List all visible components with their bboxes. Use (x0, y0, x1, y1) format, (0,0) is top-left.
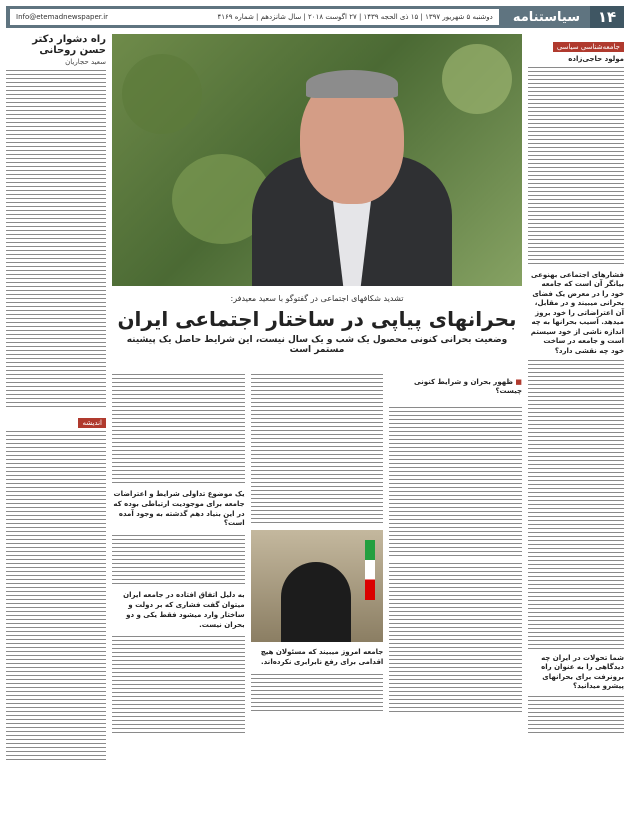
article-text-block (112, 636, 245, 736)
callout-quote: به دلیل اتفاق افتاده در جامعه ایران میتوان گفت فشاری که بر دولت و ساختار وارد میشود فقط یکی و دو بحران نیست. (123, 591, 245, 629)
right-column-tag: جامعه‌شناسی سیاسی (553, 42, 624, 52)
left-column (6, 34, 106, 812)
left-column-author: سعید حجاریان (65, 58, 106, 66)
contact-email[interactable]: Info@etemadnewspaper.ir (16, 13, 109, 21)
article-text-block (528, 360, 624, 650)
section-title: سیاستنامه (512, 9, 580, 25)
page-number: ۱۴ (590, 6, 624, 28)
article-column (251, 374, 384, 812)
flag-icon (365, 540, 375, 600)
article-text-block (6, 70, 106, 410)
left-column-title: راه دشوار دکتر حسن روحانی (32, 34, 106, 56)
issue-date: دوشنبه ۵ شهریور ۱۳۹۷ | ۱۵ ذی الحجه ۱۴۳۹ | ۲۷ اگوست ۲۰۱۸ | سال شانزدهم | شماره ۴۱۶۹ (217, 13, 493, 21)
article-text-block (112, 374, 245, 484)
intro-question: ■ ظهور بحران و شرایط کنونی چیست؟ (414, 378, 522, 396)
article-column (389, 374, 522, 812)
article-kicker: تشدید شکافهای اجتماعی در گفتوگو با سعید معیدفر: (230, 294, 404, 303)
right-column (528, 34, 624, 812)
portrait-hair (306, 70, 398, 98)
right-column-author: مولود حاجی‌زاده (568, 55, 624, 63)
article-text-block (528, 696, 624, 736)
main-article (112, 34, 522, 812)
inline-photo-meeting (251, 530, 384, 642)
article-text-block (389, 563, 522, 713)
article-text-block (251, 674, 384, 714)
article-headline: بحرانهای پیاپی در ساختار اجتماعی ایران (117, 307, 517, 331)
header-info-strip (10, 9, 499, 25)
page-header (6, 6, 624, 28)
article-column (112, 374, 245, 812)
article-body (112, 374, 522, 812)
left-column-tag: اندیشه (78, 418, 106, 428)
article-text-block (112, 535, 245, 585)
question-two: شما تحولات در ایران چه دیدگاهی را به عنوان راه برونرفت برای بحرانهای پیشرو میدانید؟ (541, 653, 624, 691)
article-subhead: وضعیت بحرانی کنونی محصول یک شب و یک سال نیست، این شرایط حاصل یک پیشینه مستمر است (126, 335, 508, 355)
callout-quote: جامعه امروز میبیند که مسئولان هیچ اقدامی برای رفع نابرابری نکرده‌اند. (260, 648, 384, 666)
callout-quote: یک موضوع تداولی شرایط و اعتراضات جامعه برای موجودیت ارتباطی بوده که در این بنیاد دهم گذشته به وجود آمده است؟ (113, 490, 245, 528)
hero-photo (112, 34, 522, 286)
person-figure (281, 562, 351, 642)
article-text-block (6, 431, 106, 761)
article-text-block (389, 407, 522, 557)
question-one: فشارهای اجتماعی بهنوعی بیانگر آن است که جامعه خود را در معرض یک فضای بحرانی میبیند و در مقابل، آن اعتراضاتی را خود بروز میدهد. آسیب بحرانها به چه اندازه ناشی از خود سیستم است و جامعه در ساخت خود چه نقشی دارد؟ (530, 271, 624, 355)
article-text-block (528, 67, 624, 267)
article-text-block (251, 374, 384, 524)
